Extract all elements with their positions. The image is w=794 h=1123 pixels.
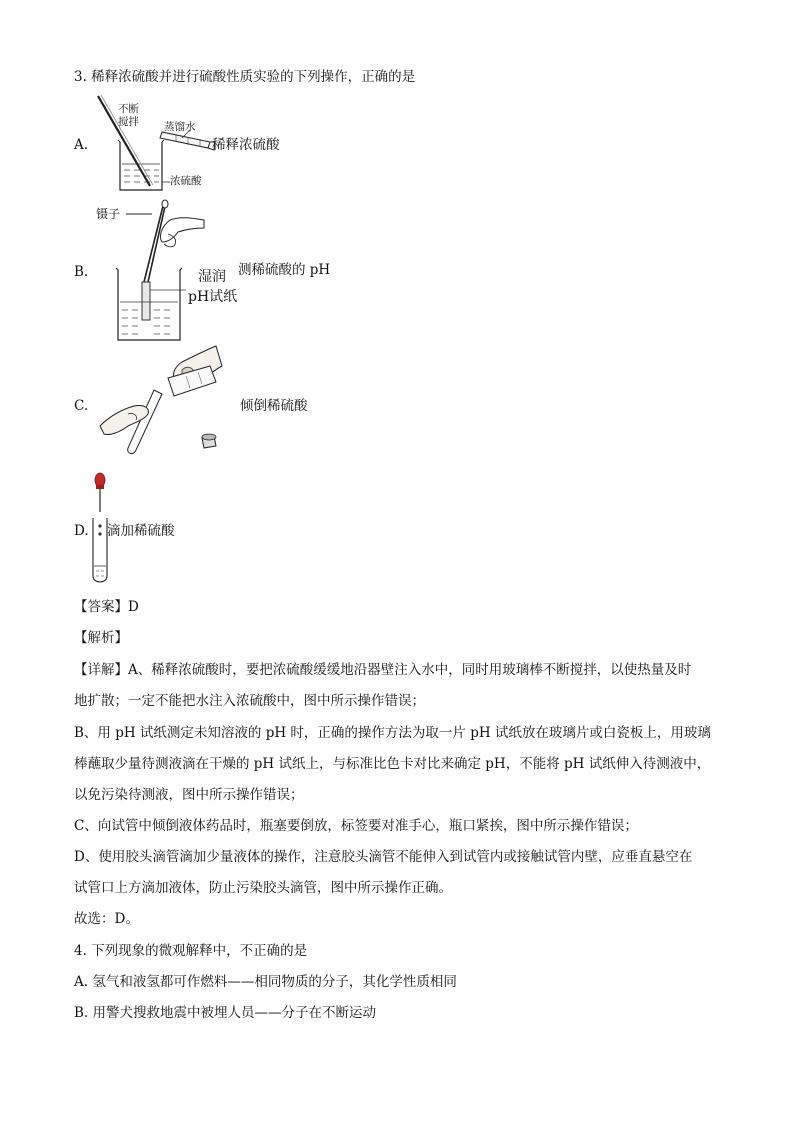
option-c-letter: C. [74,398,89,414]
option-c-caption: 倾倒稀硫酸 [240,398,308,414]
option-b-caption: 测稀硫酸的 pH [238,262,331,278]
option-a-figure-diluting [92,90,222,195]
answer-line: 【答案】D [74,599,139,615]
option-d-caption: 滴加稀硫酸 [107,523,175,539]
option-d-letter: D. [74,523,89,539]
option-b-letter: B. [74,264,89,280]
analysis-line: 以免污染待测液，图中所示操作错误； [74,787,304,803]
label-concentrated-acid: 浓硫酸 [170,175,202,187]
analysis-line: 棒蘸取少量待测液滴在干燥的 pH 试纸上，与标准比色卡对比来确定 pH，不能将 pH 试纸伸入待测液中， [74,756,711,772]
analysis-line: D、使用胶头滴管滴加少量液体的操作，注意胶头滴管不能伸入到试管内或接触试管内壁，应垂直悬空在 [74,849,693,865]
analysis-line: 地扩散；一定不能把水注入浓硫酸中，图中所示操作错误； [74,693,425,709]
analysis-line: 试管口上方滴加液体，防止污染胶头滴管，图中所示操作正确。 [74,880,452,896]
question-4-stem: 4. 下列现象的微观解释中，不正确的是 [74,943,308,959]
analysis-line: C、向试管中倾倒液体药品时，瓶塞要倒放，标签要对准手心，瓶口紧挨，图中所示操作错误； [74,818,638,834]
question-4-option-b: B. 用警犬搜救地震中被埋人员——分子在不断运动 [74,1005,377,1021]
analysis-line: B、用 pH 试纸测定未知溶液的 pH 时，正确的操作方法为取一片 pH 试纸放在玻璃片或白瓷板上，用玻璃 [74,725,711,741]
option-c-figure-pouring [98,342,238,457]
analysis-title: 【解析】 [74,630,128,646]
label-ph-paper: pH试纸 [188,289,238,305]
question-3-stem: 3. 稀释浓硫酸并进行硫酸性质实验的下列操作，正确的是 [74,69,416,85]
analysis-line: 【详解】A、稀释浓硫酸时，要把浓硫酸缓缓地沿器壁注入水中，同时用玻璃棒不断搅拌，以使热量及时 [74,662,692,678]
label-tweezers: 镊子 [96,207,121,221]
label-wet: 湿润 [198,269,226,285]
option-a-letter: A. [74,137,89,153]
analysis-line: 故选：D。 [74,911,139,927]
label-keep-stirring-2: 搅拌 [118,116,139,128]
label-keep-stirring-1: 不断 [118,103,139,115]
option-a-caption: 稀释浓硫酸 [212,137,280,153]
label-distilled-water: 蒸馏水 [164,121,196,133]
question-4-option-a: A. 氢气和液氢都可作燃料——相同物质的分子，其化学性质相同 [74,974,457,990]
